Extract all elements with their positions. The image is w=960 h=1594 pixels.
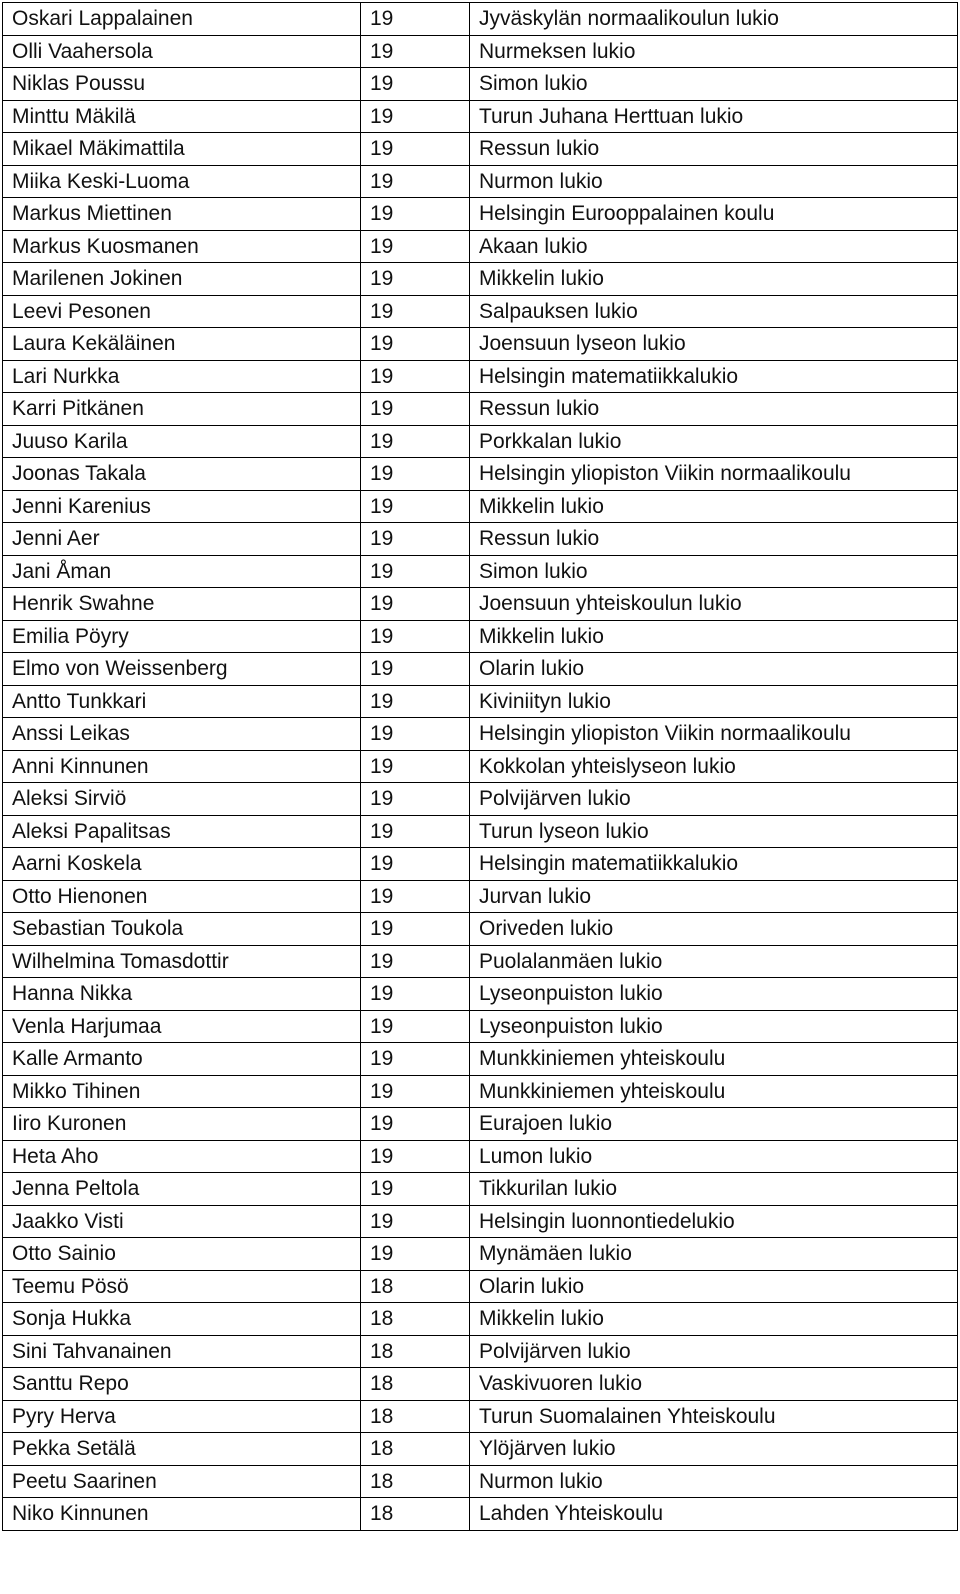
score-cell: 19 — [361, 555, 470, 588]
participant-name-cell: Teemu Pösö — [3, 1270, 361, 1303]
school-name-cell: Polvijärven lukio — [470, 1335, 958, 1368]
participant-name-cell: Kalle Armanto — [3, 1043, 361, 1076]
participant-name-cell: Aleksi Sirviö — [3, 783, 361, 816]
participant-name-cell: Leevi Pesonen — [3, 295, 361, 328]
score-cell: 19 — [361, 393, 470, 426]
score-cell: 18 — [361, 1270, 470, 1303]
table-row — [3, 1303, 958, 1336]
school-name-cell: Mikkelin lukio — [470, 490, 958, 523]
score-cell: 19 — [361, 458, 470, 491]
score-cell: 19 — [361, 490, 470, 523]
table-row — [3, 35, 958, 68]
score-cell: 19 — [361, 783, 470, 816]
score-cell: 19 — [361, 100, 470, 133]
participant-name-cell: Jenni Karenius — [3, 490, 361, 523]
school-name-cell: Mikkelin lukio — [470, 1303, 958, 1336]
school-name-cell: Porkkalan lukio — [470, 425, 958, 458]
participant-name-cell: Minttu Mäkilä — [3, 100, 361, 133]
participant-name-cell: Marilenen Jokinen — [3, 263, 361, 296]
participant-name-cell: Mikko Tihinen — [3, 1075, 361, 1108]
table-row — [3, 360, 958, 393]
participant-name-cell: Jenna Peltola — [3, 1173, 361, 1206]
score-cell: 19 — [361, 68, 470, 101]
participant-name-cell: Otto Sainio — [3, 1238, 361, 1271]
school-name-cell: Ylöjärven lukio — [470, 1433, 958, 1466]
score-cell: 18 — [361, 1368, 470, 1401]
school-name-cell: Helsingin luonnontiedelukio — [470, 1205, 958, 1238]
school-name-cell: Puolalanmäen lukio — [470, 945, 958, 978]
participant-name-cell: Miika Keski-Luoma — [3, 165, 361, 198]
score-cell: 19 — [361, 425, 470, 458]
school-name-cell: Polvijärven lukio — [470, 783, 958, 816]
school-name-cell: Helsingin matematiikkalukio — [470, 360, 958, 393]
score-cell: 19 — [361, 1140, 470, 1173]
table-row — [3, 295, 958, 328]
participant-name-cell: Laura Kekäläinen — [3, 328, 361, 361]
table-row — [3, 1205, 958, 1238]
school-name-cell: Turun Juhana Herttuan lukio — [470, 100, 958, 133]
table-row — [3, 1270, 958, 1303]
table-row — [3, 978, 958, 1011]
participant-name-cell: Antto Tunkkari — [3, 685, 361, 718]
participant-name-cell: Aleksi Papalitsas — [3, 815, 361, 848]
table-row — [3, 230, 958, 263]
table-row — [3, 1043, 958, 1076]
table-row — [3, 425, 958, 458]
score-cell: 19 — [361, 230, 470, 263]
participant-name-cell: Oskari Lappalainen — [3, 3, 361, 36]
participant-name-cell: Venla Harjumaa — [3, 1010, 361, 1043]
participant-name-cell: Olli Vaahersola — [3, 35, 361, 68]
participant-name-cell: Joonas Takala — [3, 458, 361, 491]
score-cell: 19 — [361, 165, 470, 198]
school-name-cell: Ressun lukio — [470, 523, 958, 556]
score-cell: 18 — [361, 1498, 470, 1531]
participant-name-cell: Henrik Swahne — [3, 588, 361, 621]
score-cell: 18 — [361, 1433, 470, 1466]
table-row — [3, 1498, 958, 1531]
score-cell: 19 — [361, 945, 470, 978]
table-row — [3, 1010, 958, 1043]
score-cell: 19 — [361, 523, 470, 556]
table-row — [3, 718, 958, 751]
participant-name-cell: Anssi Leikas — [3, 718, 361, 751]
score-cell: 18 — [361, 1303, 470, 1336]
table-row — [3, 945, 958, 978]
school-name-cell: Vaskivuoren lukio — [470, 1368, 958, 1401]
score-cell: 18 — [361, 1335, 470, 1368]
participant-name-cell: Iiro Kuronen — [3, 1108, 361, 1141]
school-name-cell: Munkkiniemen yhteiskoulu — [470, 1075, 958, 1108]
participant-name-cell: Niko Kinnunen — [3, 1498, 361, 1531]
participant-name-cell: Aarni Koskela — [3, 848, 361, 881]
table-row — [3, 458, 958, 491]
school-name-cell: Helsingin matematiikkalukio — [470, 848, 958, 881]
school-name-cell: Simon lukio — [470, 68, 958, 101]
school-name-cell: Lyseonpuiston lukio — [470, 1010, 958, 1043]
school-name-cell: Jurvan lukio — [470, 880, 958, 913]
score-cell: 19 — [361, 1108, 470, 1141]
score-cell: 19 — [361, 815, 470, 848]
school-name-cell: Lyseonpuiston lukio — [470, 978, 958, 1011]
score-cell: 19 — [361, 880, 470, 913]
school-name-cell: Joensuun yhteiskoulun lukio — [470, 588, 958, 621]
school-name-cell: Olarin lukio — [470, 1270, 958, 1303]
table-row — [3, 1335, 958, 1368]
participant-name-cell: Hanna Nikka — [3, 978, 361, 1011]
score-cell: 19 — [361, 1205, 470, 1238]
table-row — [3, 1368, 958, 1401]
school-name-cell: Simon lukio — [470, 555, 958, 588]
score-cell: 19 — [361, 653, 470, 686]
participant-name-cell: Lari Nurkka — [3, 360, 361, 393]
participant-name-cell: Niklas Poussu — [3, 68, 361, 101]
score-cell: 19 — [361, 1075, 470, 1108]
table-row — [3, 588, 958, 621]
score-cell: 19 — [361, 913, 470, 946]
score-cell: 19 — [361, 263, 470, 296]
school-name-cell: Helsingin Eurooppalainen koulu — [470, 198, 958, 231]
school-name-cell: Munkkiniemen yhteiskoulu — [470, 1043, 958, 1076]
school-name-cell: Nurmon lukio — [470, 1465, 958, 1498]
table-row — [3, 913, 958, 946]
table-row — [3, 68, 958, 101]
score-cell: 19 — [361, 978, 470, 1011]
school-name-cell: Kiviniityn lukio — [470, 685, 958, 718]
school-name-cell: Oriveden lukio — [470, 913, 958, 946]
participant-name-cell: Anni Kinnunen — [3, 750, 361, 783]
results-table — [2, 2, 958, 1531]
table-row — [3, 783, 958, 816]
table-row — [3, 1238, 958, 1271]
table-row — [3, 620, 958, 653]
score-cell: 19 — [361, 750, 470, 783]
participant-name-cell: Jenni Aer — [3, 523, 361, 556]
school-name-cell: Akaan lukio — [470, 230, 958, 263]
participant-name-cell: Jaakko Visti — [3, 1205, 361, 1238]
participant-name-cell: Santtu Repo — [3, 1368, 361, 1401]
table-row — [3, 1173, 958, 1206]
score-cell: 19 — [361, 133, 470, 166]
table-row — [3, 198, 958, 231]
participant-name-cell: Sini Tahvanainen — [3, 1335, 361, 1368]
score-cell: 19 — [361, 3, 470, 36]
school-name-cell: Lumon lukio — [470, 1140, 958, 1173]
table-row — [3, 523, 958, 556]
table-row — [3, 263, 958, 296]
participant-name-cell: Karri Pitkänen — [3, 393, 361, 426]
score-cell: 18 — [361, 1400, 470, 1433]
school-name-cell: Lahden Yhteiskoulu — [470, 1498, 958, 1531]
school-name-cell: Jyväskylän normaalikoulun lukio — [470, 3, 958, 36]
school-name-cell: Turun lyseon lukio — [470, 815, 958, 848]
participant-name-cell: Pyry Herva — [3, 1400, 361, 1433]
participant-name-cell: Markus Miettinen — [3, 198, 361, 231]
table-row — [3, 1108, 958, 1141]
score-cell: 19 — [361, 848, 470, 881]
table-row — [3, 1140, 958, 1173]
table-row — [3, 848, 958, 881]
participant-name-cell: Wilhelmina Tomasdottir — [3, 945, 361, 978]
table-row — [3, 1433, 958, 1466]
school-name-cell: Salpauksen lukio — [470, 295, 958, 328]
school-name-cell: Nurmeksen lukio — [470, 35, 958, 68]
school-name-cell: Kokkolan yhteislyseon lukio — [470, 750, 958, 783]
table-row — [3, 653, 958, 686]
table-row — [3, 685, 958, 718]
score-cell: 19 — [361, 1010, 470, 1043]
table-row — [3, 328, 958, 361]
score-cell: 19 — [361, 198, 470, 231]
score-cell: 19 — [361, 1238, 470, 1271]
participant-name-cell: Pekka Setälä — [3, 1433, 361, 1466]
school-name-cell: Olarin lukio — [470, 653, 958, 686]
school-name-cell: Mikkelin lukio — [470, 620, 958, 653]
table-row — [3, 133, 958, 166]
participant-name-cell: Mikael Mäkimattila — [3, 133, 361, 166]
results-body — [3, 3, 958, 1531]
score-cell: 19 — [361, 328, 470, 361]
table-row — [3, 490, 958, 523]
participant-name-cell: Sonja Hukka — [3, 1303, 361, 1336]
score-cell: 19 — [361, 685, 470, 718]
participant-name-cell: Markus Kuosmanen — [3, 230, 361, 263]
table-row — [3, 750, 958, 783]
table-row — [3, 393, 958, 426]
school-name-cell: Ressun lukio — [470, 133, 958, 166]
table-row — [3, 165, 958, 198]
participant-name-cell: Elmo von Weissenberg — [3, 653, 361, 686]
school-name-cell: Helsingin yliopiston Viikin normaalikoulu — [470, 718, 958, 751]
school-name-cell: Mikkelin lukio — [470, 263, 958, 296]
participant-name-cell: Peetu Saarinen — [3, 1465, 361, 1498]
school-name-cell: Nurmon lukio — [470, 165, 958, 198]
school-name-cell: Turun Suomalainen Yhteiskoulu — [470, 1400, 958, 1433]
table-row — [3, 880, 958, 913]
school-name-cell: Ressun lukio — [470, 393, 958, 426]
school-name-cell: Mynämäen lukio — [470, 1238, 958, 1271]
participant-name-cell: Otto Hienonen — [3, 880, 361, 913]
school-name-cell: Eurajoen lukio — [470, 1108, 958, 1141]
participant-name-cell: Sebastian Toukola — [3, 913, 361, 946]
score-cell: 19 — [361, 718, 470, 751]
table-row — [3, 100, 958, 133]
score-cell: 19 — [361, 1043, 470, 1076]
table-row — [3, 1465, 958, 1498]
table-row — [3, 1400, 958, 1433]
participant-name-cell: Jani Åman — [3, 555, 361, 588]
school-name-cell: Helsingin yliopiston Viikin normaalikoulu — [470, 458, 958, 491]
score-cell: 19 — [361, 588, 470, 621]
table-row — [3, 1075, 958, 1108]
score-cell: 19 — [361, 295, 470, 328]
score-cell: 19 — [361, 35, 470, 68]
table-row — [3, 555, 958, 588]
score-cell: 18 — [361, 1465, 470, 1498]
table-row — [3, 815, 958, 848]
score-cell: 19 — [361, 360, 470, 393]
school-name-cell: Joensuun lyseon lukio — [470, 328, 958, 361]
participant-name-cell: Emilia Pöyry — [3, 620, 361, 653]
score-cell: 19 — [361, 1173, 470, 1206]
participant-name-cell: Juuso Karila — [3, 425, 361, 458]
table-row — [3, 3, 958, 36]
score-cell: 19 — [361, 620, 470, 653]
school-name-cell: Tikkurilan lukio — [470, 1173, 958, 1206]
participant-name-cell: Heta Aho — [3, 1140, 361, 1173]
